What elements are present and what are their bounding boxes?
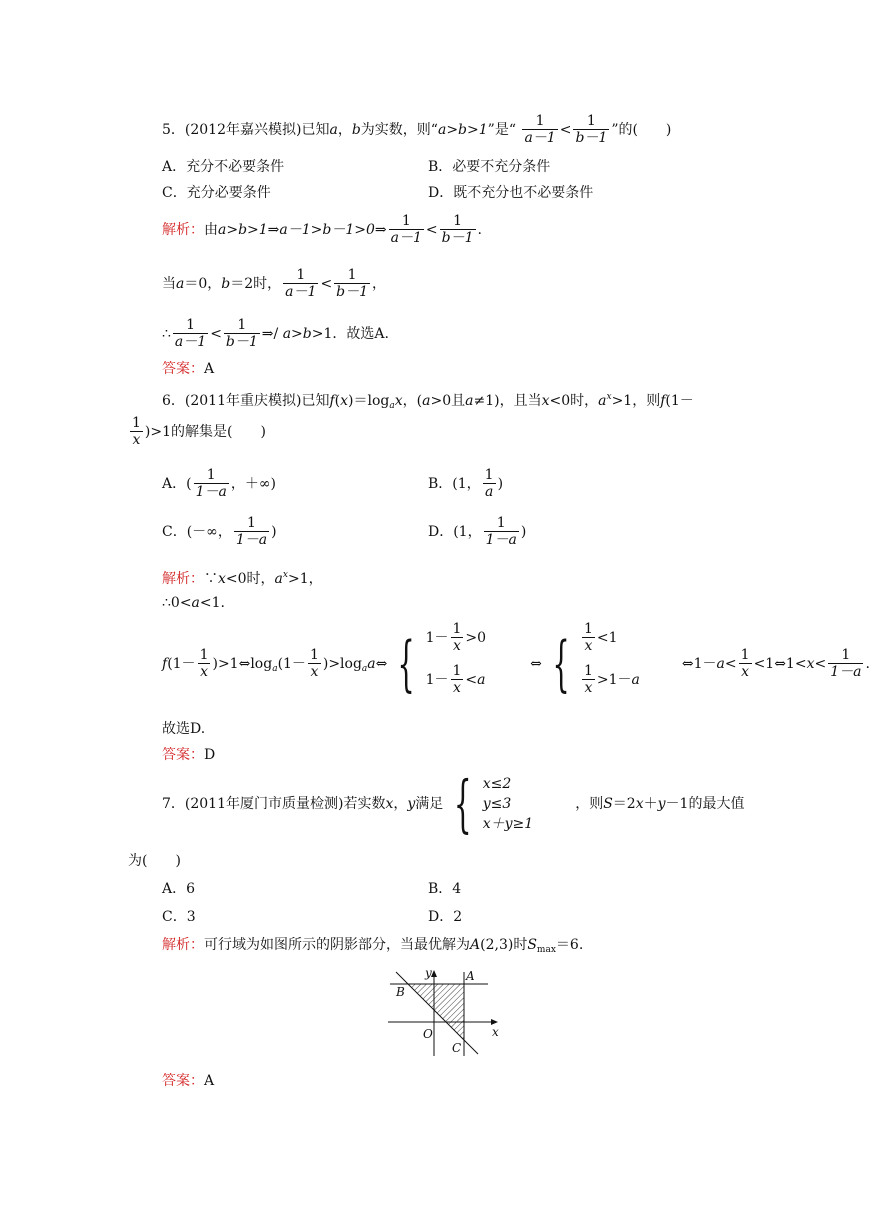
q5-stem: 5．(2012年嘉兴模拟)已知a，b为实数，则“a>b>1”是“ $\frac{1}{a-1}$ < $\frac{1}{b-1}$ ”的( )	[162, 113, 672, 146]
fraction: $\frac{1}{a-1}$	[524, 113, 556, 146]
q7-option-b: B．4	[428, 881, 462, 897]
system-a: 1－ $\frac{1}{x}$ >0 1－ $\frac{1}{x}$ <a	[425, 621, 487, 696]
answer-label: 答案：	[162, 1073, 204, 1089]
q7-solution: 解析：可行域为如图所示的阴影部分，当最优解为A(2,3)时$S_{max}=6$.	[162, 937, 584, 955]
constraint-2: y≤3	[482, 796, 512, 812]
fraction: $\frac{1}{b-1}$	[225, 317, 258, 350]
q5-condition: a>b>1	[437, 122, 488, 138]
fraction: $\frac{1}{a}$	[484, 467, 494, 500]
fraction: $\frac{1}{b-1}$	[336, 267, 369, 300]
label-C: C	[452, 1041, 462, 1055]
q6-stem-line1: 6．(2011年重庆模拟)已知$f(x)=\log_ax$，(a>0且a≠1)，且当x<0时，$a^x>1$，则f(1－	[162, 392, 694, 411]
q5-solution-line3: ∴ $\frac{1}{a-1}$ < $\frac{1}{b-1}$ ⇒/ a>b>1．故选A.	[162, 317, 389, 350]
feasible-region-figure	[382, 966, 508, 1060]
brace-icon: {	[552, 629, 570, 699]
label-x: x	[492, 1025, 499, 1039]
constraint-system	[483, 774, 533, 834]
q6-option-c: C．(－∞， $\frac{1}{1-a}$ )	[162, 515, 277, 548]
fraction: $\frac{1}{b-1}$	[575, 113, 608, 146]
q5-solution-line2: 当a＝0，b＝2时， $\frac{1}{a-1}$ < $\frac{1}{b-1}$ ，	[162, 267, 387, 300]
fraction: $\frac{1}{1-a}$	[485, 515, 517, 548]
fraction: $\frac{1}{x}$	[132, 415, 141, 448]
q6-solution-line2: ∴0<a<1.	[162, 595, 225, 611]
q6-conclusion: 故选D.	[162, 721, 206, 737]
fraction: $\frac{1}{x}$	[309, 647, 319, 680]
q6-option-d: D．(1， $\frac{1}{1-a}$ )	[428, 515, 527, 548]
solution-label: 解析：	[162, 222, 204, 238]
label-B: B	[396, 985, 405, 999]
fraction: $\frac{1}{x}$	[199, 647, 209, 680]
q6-option-a: A．( $\frac{1}{1-a}$ ，＋∞)	[162, 467, 276, 500]
q5-option-d: D．既不充分也不必要条件	[428, 185, 594, 201]
q5-option-b: B．必要不充分条件	[428, 159, 551, 175]
fraction: $\frac{1}{1-a}$	[830, 647, 862, 680]
q5-solution-line1: 解析：由a>b>1⇒a－1>b－1>0⇒ $\frac{1}{a-1}$ < $\frac{1}{b-1}$ .	[162, 213, 482, 246]
brace-icon: {	[397, 629, 416, 699]
fraction: $\frac{1}{a-1}$	[285, 267, 317, 300]
constraint-1: x≤2	[482, 776, 512, 792]
brace-icon: {	[454, 767, 472, 840]
solution-label: 解析：	[162, 937, 204, 953]
fraction: $\frac{1}{1-a}$	[235, 515, 268, 548]
q5-option-c: C．充分必要条件	[162, 185, 271, 201]
label-y: y	[425, 966, 432, 980]
solution-label: 解析：	[162, 571, 204, 587]
fraction: $\frac{1}{1-a}$	[195, 467, 227, 500]
answer-label: 答案：	[162, 361, 204, 377]
label-O: O	[423, 1027, 433, 1041]
answer-label: 答案：	[162, 747, 204, 763]
q6-solution-line1: 解析：∵x<0时，$a^x>1$，	[162, 570, 323, 587]
system-b: $\frac{1}{x}$ <1 $\frac{1}{x}$ >1－a	[583, 621, 640, 696]
q6-answer: 答案：D	[162, 747, 216, 763]
fraction: $\frac{1}{a-1}$	[174, 317, 207, 350]
fraction: $\frac{1}{x}$	[740, 647, 750, 680]
y-axis-arrow-icon	[431, 970, 437, 977]
fraction: $\frac{1}{a-1}$	[390, 213, 422, 246]
q7-option-a: A．6	[162, 881, 196, 897]
q6-option-b: B．(1， $\frac{1}{a}$ )	[428, 467, 504, 500]
q7-option-c: C．3	[162, 909, 196, 925]
q7-stem-line2: 为( )	[128, 853, 181, 869]
q7-stem: 7．(2011年厦门市质量检测)若实数x，y满足 { x≤2 y≤3 x＋y≥1 ，则S＝2x＋y－1的最大值	[162, 767, 745, 840]
label-A: A	[466, 969, 475, 983]
q7-option-d: D．2	[428, 909, 463, 925]
q5-option-a: A．充分不必要条件	[162, 159, 285, 175]
q7-answer: 答案：A	[162, 1073, 215, 1089]
fraction: $\frac{1}{b-1}$	[441, 213, 474, 246]
q5-answer: 答案：A	[162, 361, 215, 377]
constraint-3: x＋y≥1	[482, 816, 534, 832]
q6-equivalence-chain: f(1－ $\frac{1}{x}$ )$>1\Leftrightarrow\log_a(1-$ $\frac{1}{x}$ )$>\log_aa\Leftrightarrow$ { 1－ $\frac{1}{x}$ >0 1－ $\frac{1}{x}$ <a ⇔ { $\frac{1}{x}$ <1 $\frac{1}{x}$ >1－a ⇔1－a< $\frac{1}{x}$ <1⇔1<x< $\frac{1}{1-a}$ .	[162, 622, 870, 706]
q6-stem-line2: $\frac{1}{x}$ )>1的解集是( )	[132, 415, 266, 448]
